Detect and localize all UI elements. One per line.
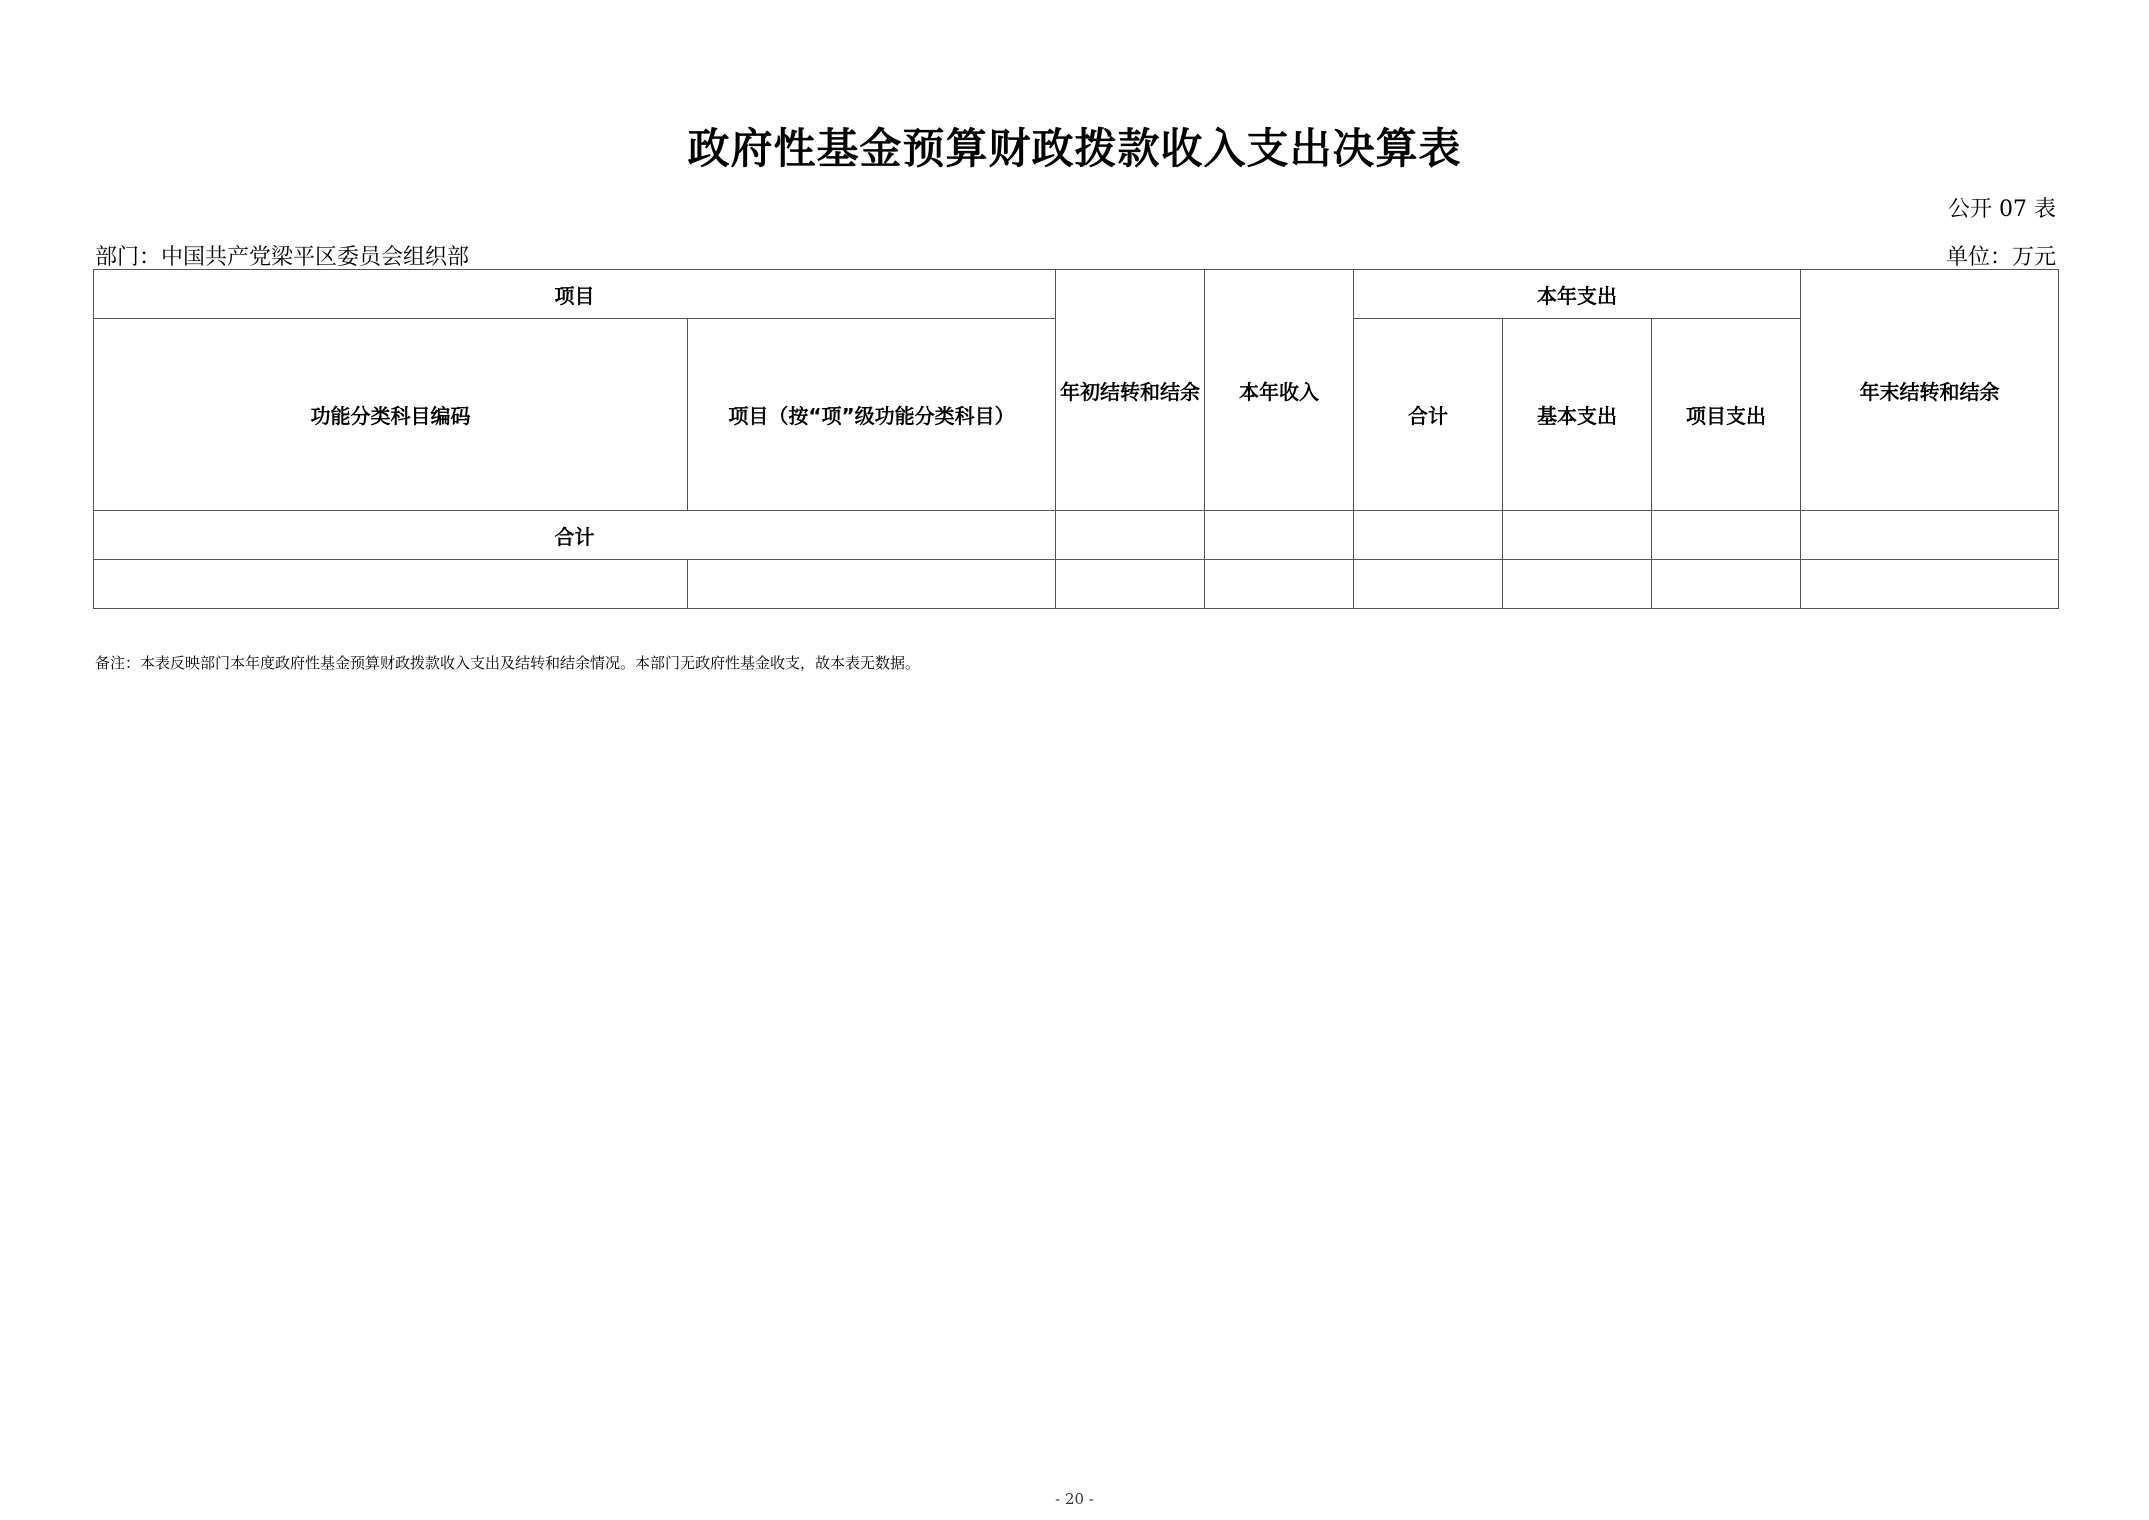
page-number: - 20 - bbox=[1055, 1490, 1094, 1508]
unit-label: 单位：万元 bbox=[1945, 245, 2056, 270]
table-cell bbox=[1056, 511, 1205, 560]
total-row-label: 合计 bbox=[94, 511, 1056, 560]
table-cell bbox=[1801, 560, 2059, 609]
header-end-balance: 年末结转和结余 bbox=[1801, 270, 2059, 511]
table-cell bbox=[1056, 560, 1205, 609]
footnote: 备注：本表反映部门本年度政府性基金预算财政拨款收入支出及结转和结余情况。本部门无政府性基金收支，故本表无数据。 bbox=[95, 654, 921, 672]
table-cell bbox=[94, 560, 688, 609]
table-cell bbox=[1652, 511, 1801, 560]
header-begin-balance: 年初结转和结余 bbox=[1056, 270, 1205, 511]
table-cell bbox=[688, 560, 1056, 609]
page-title: 政府性基金预算财政拨款收入支出决算表 bbox=[687, 124, 1462, 173]
header-expense: 本年支出 bbox=[1354, 270, 1801, 319]
table-row bbox=[94, 511, 2059, 560]
header-item-name: 项目（按“项”级功能分类科目） bbox=[688, 319, 1056, 511]
budget-table bbox=[93, 269, 2059, 609]
table-row bbox=[94, 560, 2059, 609]
department-label: 部门：中国共产党梁平区委员会组织部 bbox=[95, 245, 470, 270]
table-cell bbox=[1801, 511, 2059, 560]
table-cell bbox=[1652, 560, 1801, 609]
table-cell bbox=[1354, 511, 1503, 560]
table-cell bbox=[1503, 511, 1652, 560]
header-project: 项目支出 bbox=[1652, 319, 1801, 511]
header-code: 功能分类科目编码 bbox=[94, 319, 688, 511]
table-cell bbox=[1205, 560, 1354, 609]
header-total: 合计 bbox=[1354, 319, 1503, 511]
table-cell bbox=[1205, 511, 1354, 560]
header-basic: 基本支出 bbox=[1503, 319, 1652, 511]
table-cell bbox=[1503, 560, 1652, 609]
header-item: 项目 bbox=[94, 270, 1056, 319]
table-cell bbox=[1354, 560, 1503, 609]
table-number: 公开 07 表 bbox=[1948, 197, 2056, 222]
header-income: 本年收入 bbox=[1205, 270, 1354, 511]
